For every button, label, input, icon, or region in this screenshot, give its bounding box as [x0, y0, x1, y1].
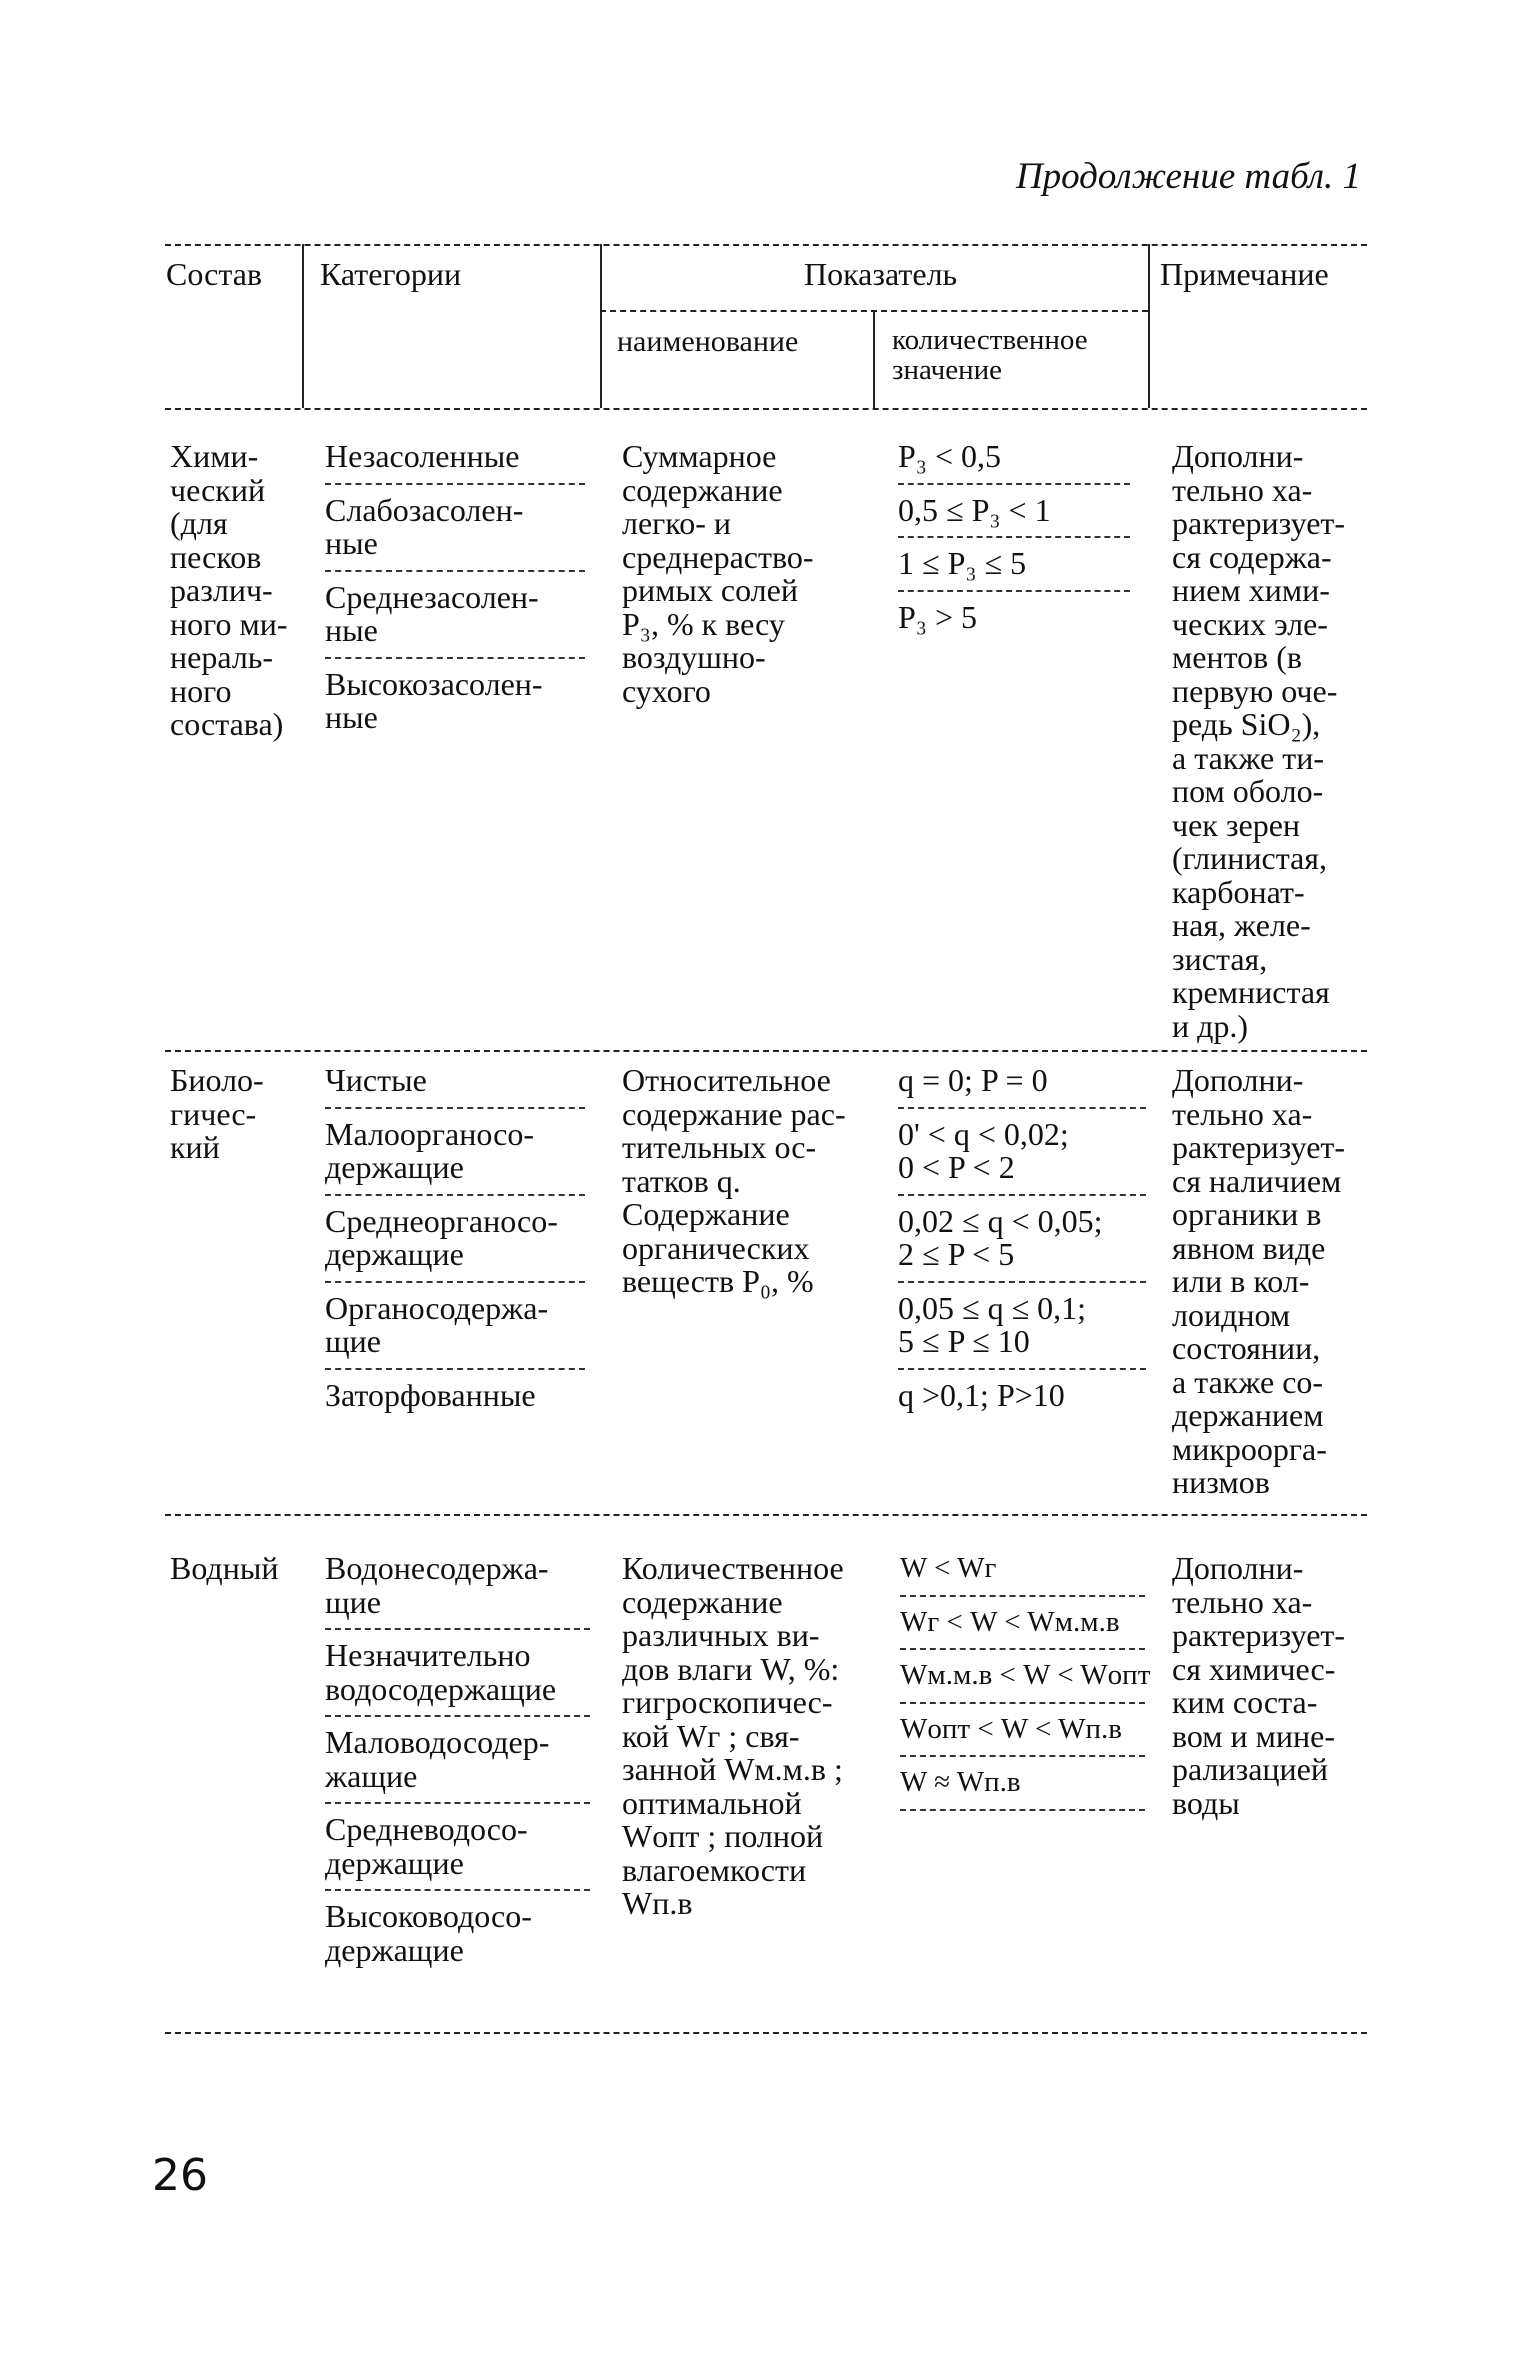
category-line: Средневодосо- — [325, 1811, 528, 1847]
text-line: рактеризует- — [1172, 1129, 1346, 1165]
row3-indicator — [622, 1552, 844, 1921]
category-line: Среднеорганосо- — [325, 1202, 558, 1239]
category-divider — [325, 483, 585, 485]
header-vline-2 — [600, 244, 602, 408]
value-divider — [900, 1809, 1145, 1811]
text-line: ким соста- — [1172, 1684, 1318, 1720]
header-categories: Категории — [320, 256, 462, 292]
category-divider — [325, 1715, 590, 1717]
text-line: Wп.в — [622, 1885, 693, 1921]
value-line: Wопт < W < Wп.в — [900, 1712, 1122, 1745]
value-line: Wм.м.в < W < Wопт — [900, 1659, 1151, 1691]
text-line: P₃, % к весу — [622, 605, 785, 642]
text-line: гигроскопичес- — [622, 1684, 833, 1720]
header-indicator: Показатель — [804, 256, 958, 292]
row3-categories — [325, 1552, 590, 1967]
header-composition: Состав — [166, 256, 263, 292]
text-line: воды — [1172, 1784, 1240, 1821]
category-line: ные — [325, 525, 378, 561]
row2-composition — [170, 1064, 264, 1165]
text-line: татков q. — [622, 1162, 741, 1199]
value-line: 0' < q < 0,02; — [898, 1115, 1069, 1152]
header-indicator-value-line: значение — [892, 354, 1003, 386]
value-divider — [898, 1281, 1146, 1283]
text-line: тительных ос- — [622, 1129, 817, 1165]
value-line: 0,5 ≤ P₃ < 1 — [898, 491, 1051, 528]
text-line: содержание — [622, 1583, 783, 1620]
text-line: ся наличием — [1172, 1162, 1342, 1199]
category-divider — [325, 1194, 585, 1196]
row3-note — [1172, 1552, 1345, 1820]
text-line: (глинистая, — [1172, 840, 1327, 876]
category-line: Среднезасолен- — [325, 578, 539, 615]
row3-composition — [170, 1552, 278, 1586]
category-line: щие — [325, 1323, 381, 1359]
text-line: нием хими- — [1172, 572, 1330, 608]
text-line: карбонат- — [1172, 873, 1305, 910]
text-line: римых солей — [622, 572, 798, 608]
text-line: вом и мине- — [1172, 1717, 1336, 1754]
text-line: лоидном — [1172, 1296, 1291, 1333]
category-line: держащие — [325, 1236, 464, 1272]
text-line: (для — [170, 505, 228, 541]
category-divider — [325, 1107, 585, 1109]
text-line: ся химичес- — [1172, 1650, 1336, 1687]
category-divider — [325, 1889, 590, 1891]
table-top-rule — [165, 244, 1367, 246]
row1-note — [1172, 440, 1345, 1043]
text-line: микроорга- — [1172, 1430, 1327, 1467]
value-divider — [898, 536, 1130, 538]
text-line: ческих эле- — [1172, 605, 1328, 642]
text-line: и др.) — [1172, 1007, 1249, 1044]
category-divider — [325, 1802, 590, 1804]
value-divider — [898, 1368, 1146, 1370]
row3-values — [900, 1552, 1151, 1820]
text-line: занной Wм.м.в ; — [622, 1751, 843, 1787]
text-line: нераль- — [170, 639, 274, 675]
value-line: Wг < W < Wм.м.в — [900, 1605, 1120, 1638]
category-line: жащие — [325, 1757, 418, 1794]
text-line: ного ми- — [170, 605, 288, 642]
text-line: чек зерен — [1172, 806, 1301, 843]
table-caption: Продолжение табл. 1 — [1015, 156, 1361, 197]
value-divider — [900, 1702, 1145, 1704]
value-divider — [898, 590, 1130, 592]
row-divider-2 — [165, 1514, 1367, 1516]
header-indicator-name: наименование — [617, 325, 799, 358]
value-line: q >0,1; P>10 — [898, 1376, 1065, 1413]
category-line: держащие — [325, 1844, 464, 1881]
text-line: песков — [170, 538, 262, 575]
text-line: дов влаги W, %: — [622, 1650, 840, 1687]
text-line: низмов — [1172, 1464, 1270, 1500]
text-line: тельно ха- — [1172, 1095, 1313, 1132]
value-line: 5 ≤ P ≤ 10 — [898, 1323, 1030, 1359]
text-line: состава) — [170, 706, 284, 742]
text-line: Содержание — [622, 1196, 790, 1232]
text-line: кий — [170, 1129, 220, 1165]
value-line: 0,05 ≤ q ≤ 0,1; — [898, 1289, 1087, 1326]
text-line: состоянии, — [1172, 1330, 1321, 1366]
category-line: ные — [325, 699, 378, 735]
value-divider — [900, 1648, 1145, 1650]
text-line: явном виде — [1172, 1229, 1326, 1266]
category-line: Заторфованные — [325, 1376, 536, 1413]
category-line: Органосодержа- — [325, 1289, 549, 1326]
text-line: ная, желе- — [1172, 907, 1311, 943]
category-line: Высоководосо- — [325, 1898, 532, 1934]
row2-note — [1172, 1064, 1345, 1500]
category-divider — [325, 1281, 585, 1283]
text-line: кремнистая — [1172, 974, 1330, 1010]
text-line: Количественное — [622, 1550, 844, 1586]
category-line: Малоорганосо- — [325, 1115, 535, 1152]
value-divider — [898, 1194, 1146, 1196]
text-line: редь SiO₂), — [1172, 706, 1321, 742]
category-divider — [325, 570, 585, 572]
value-divider — [898, 483, 1130, 485]
text-line: влагоемкости — [622, 1851, 807, 1888]
header-indicator-value-line: количественное — [892, 324, 1088, 356]
table-bottom-rule — [165, 2032, 1367, 2034]
category-line: держащие — [325, 1931, 464, 1968]
text-line: органических — [622, 1229, 810, 1266]
text-line: или в кол- — [1172, 1263, 1310, 1299]
text-line: ческий — [170, 471, 266, 508]
value-line: 1 ≤ P₃ ≤ 5 — [898, 545, 1027, 581]
value-divider — [900, 1755, 1145, 1757]
text-line: тельно ха- — [1172, 1583, 1313, 1620]
row1-composition — [170, 440, 287, 742]
text-line: Суммарное — [622, 438, 777, 474]
text-line: ментов (в — [1172, 639, 1303, 675]
category-line: щие — [325, 1583, 381, 1620]
text-line: Дополни- — [1172, 1062, 1304, 1098]
value-line: 0,02 ≤ q < 0,05; — [898, 1202, 1103, 1239]
category-divider — [325, 657, 585, 659]
text-line: воздушно- — [622, 639, 766, 675]
category-line: Чистые — [325, 1062, 427, 1098]
value-divider — [898, 1107, 1146, 1109]
row2-values — [898, 1064, 1146, 1412]
text-line: Водный — [170, 1550, 279, 1586]
category-divider — [325, 1368, 585, 1370]
row2-categories — [325, 1064, 585, 1412]
text-line: различ- — [170, 572, 273, 608]
text-line: рактеризует- — [1172, 1617, 1346, 1653]
category-line: ные — [325, 612, 378, 648]
text-line: зистая, — [1172, 940, 1268, 977]
row2-indicator — [622, 1064, 846, 1299]
header-vline-4 — [1148, 244, 1150, 408]
text-line: среднераство- — [622, 538, 814, 575]
category-line: Незасоленные — [325, 438, 520, 474]
text-line: Относительное — [622, 1062, 831, 1098]
text-line: тельно ха- — [1172, 471, 1313, 508]
text-line: содержание рас- — [622, 1095, 846, 1132]
header-vline-3 — [873, 310, 875, 408]
header-indicator-value — [892, 325, 1088, 385]
value-line: 0 < P < 2 — [898, 1149, 1015, 1185]
text-line: кой Wг ; свя- — [622, 1717, 800, 1754]
page-number: 26 — [152, 2150, 208, 2201]
category-line: Незначительно — [325, 1637, 531, 1673]
text-line: держанием — [1172, 1397, 1324, 1433]
text-line: оптимальной — [622, 1784, 802, 1821]
row-divider-1 — [165, 1050, 1367, 1052]
header-note: Примечание — [1160, 256, 1329, 292]
text-line: гичес- — [170, 1095, 257, 1132]
text-line: сухого — [622, 672, 711, 709]
category-divider — [325, 1628, 590, 1630]
value-line: P₃ > 5 — [898, 598, 977, 635]
text-line: пом оболо- — [1172, 773, 1324, 809]
text-line: рализацией — [1172, 1751, 1328, 1787]
text-line: Биоло- — [170, 1062, 264, 1098]
value-line: W ≈ Wп.в — [900, 1766, 1021, 1798]
value-line: W < Wг — [900, 1552, 997, 1584]
value-line: q = 0; P = 0 — [898, 1062, 1048, 1098]
text-line: различных ви- — [622, 1617, 820, 1653]
text-line: Хими- — [170, 438, 259, 474]
value-line: 2 ≤ P < 5 — [898, 1236, 1015, 1272]
row1-indicator — [622, 440, 814, 708]
text-line: Дополни- — [1172, 1550, 1304, 1586]
text-line: содержание — [622, 471, 783, 508]
category-line: Слабозасолен- — [325, 491, 524, 528]
text-line: Wопт ; полной — [622, 1818, 824, 1854]
text-line: органики в — [1172, 1196, 1322, 1232]
value-line: P₃ < 0,5 — [898, 438, 1001, 474]
text-line: Дополни- — [1172, 438, 1304, 474]
text-line: а также со- — [1172, 1363, 1324, 1400]
category-line: Высокозасолен- — [325, 665, 543, 702]
category-line: держащие — [325, 1149, 464, 1185]
text-line: а также ти- — [1172, 739, 1324, 776]
category-line: водосодержащие — [325, 1670, 557, 1707]
header-bottom-rule — [165, 408, 1367, 410]
text-line: ся содержа- — [1172, 538, 1332, 575]
text-line: легко- и — [622, 505, 731, 541]
value-divider — [900, 1595, 1145, 1597]
text-line: рактеризует- — [1172, 505, 1346, 541]
text-line: первую оче- — [1172, 672, 1338, 709]
text-line: веществ P₀, % — [622, 1263, 814, 1299]
text-line: ного — [170, 672, 232, 709]
row1-categories — [325, 440, 585, 735]
header-vline-1 — [302, 244, 304, 408]
category-line: Маловодосодер- — [325, 1724, 550, 1760]
category-line: Водонесодержа- — [325, 1550, 549, 1586]
row1-values — [898, 440, 1130, 634]
